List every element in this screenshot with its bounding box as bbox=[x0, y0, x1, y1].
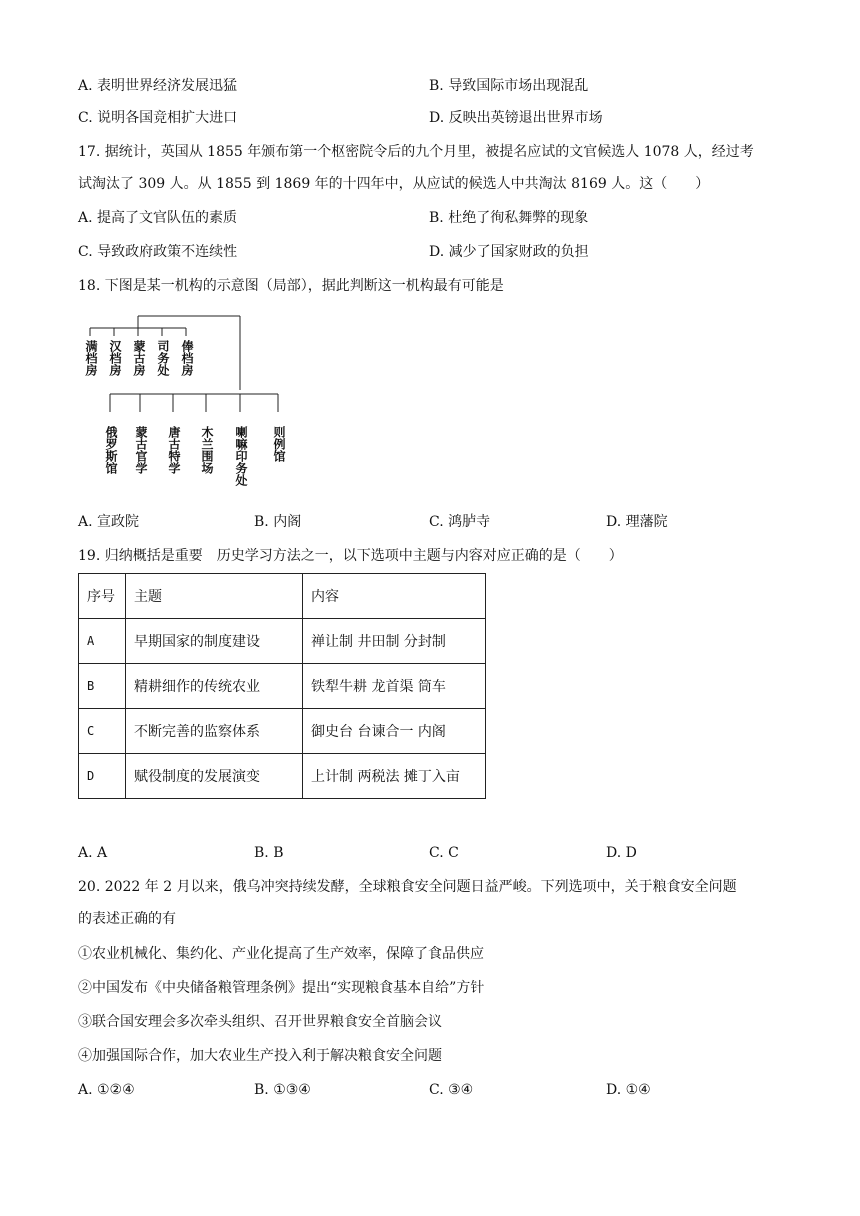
row-label: D bbox=[79, 754, 126, 799]
q20-stem-line2: 的表述正确的有 bbox=[78, 911, 176, 927]
col-header-index: 序号 bbox=[79, 574, 126, 619]
table-row bbox=[79, 619, 486, 664]
q20-option-a[interactable]: A. ①②④ bbox=[78, 1082, 135, 1098]
q17-option-c[interactable]: C. 导致政府政策不连续性 bbox=[78, 244, 238, 260]
table-row bbox=[79, 664, 486, 709]
row-content: 上计制 两税法 摊丁入亩 bbox=[303, 754, 486, 799]
table-header-row bbox=[79, 574, 486, 619]
q20-item-4: ④加强国际合作，加大农业生产投入利于解决粮食安全问题 bbox=[78, 1048, 442, 1064]
q20-option-c[interactable]: C. ③④ bbox=[429, 1082, 474, 1098]
q17-stem-line2: 试淘汰了 309 人。从 1855 到 1869 年的十四年中，从应试的候选人中共淘汰 8169 人。这（ ） bbox=[78, 176, 710, 192]
row-content: 禅让制 井田制 分封制 bbox=[303, 619, 486, 664]
q18-node-bottom-1: 蒙古官学 bbox=[134, 426, 148, 474]
table-row bbox=[79, 709, 486, 754]
q18-option-a[interactable]: A. 宣政院 bbox=[78, 514, 140, 530]
q18-node-bottom-2: 唐古特学 bbox=[167, 426, 181, 474]
q18-node-top-0: 满档房 bbox=[84, 340, 98, 376]
q18-node-bottom-3: 木兰围场 bbox=[200, 426, 214, 474]
q18-option-c[interactable]: C. 鸿胪寺 bbox=[429, 514, 491, 530]
col-header-content: 内容 bbox=[303, 574, 486, 619]
q20-stem-line1: 20. 2022 年 2 月以来，俄乌冲突持续发酵，全球粮食安全问题日益严峻。下列选项中，关于粮食安全问题 bbox=[78, 879, 737, 895]
q20-item-1: ①农业机械化、集约化、产业化提高了生产效率，保障了食品供应 bbox=[78, 946, 484, 962]
q16-option-c[interactable]: C. 说明各国竞相扩大进口 bbox=[78, 110, 238, 126]
q18-node-top-3: 司务处 bbox=[156, 340, 170, 376]
row-label: C bbox=[79, 709, 126, 754]
q18-node-bottom-4: 喇嘛印务处 bbox=[234, 426, 248, 486]
q19-option-d[interactable]: D. D bbox=[606, 845, 637, 861]
q17-stem-line1: 17. 据统计，英国从 1855 年颁布第一个枢密院令后的九个月里，被提名应试的文官候选人 1078 人，经过考 bbox=[78, 144, 754, 160]
table-row bbox=[79, 754, 486, 799]
row-content: 御史台 台谏合一 内阁 bbox=[303, 709, 486, 754]
row-theme: 精耕细作的传统农业 bbox=[126, 664, 303, 709]
q16-option-a[interactable]: A. 表明世界经济发展迅猛 bbox=[78, 78, 238, 94]
q18-stem: 18. 下图是某一机构的示意图（局部），据此判断这一机构最有可能是 bbox=[78, 278, 504, 294]
q18-node-top-4: 俸档房 bbox=[180, 340, 194, 376]
q19-option-b[interactable]: B. B bbox=[254, 845, 284, 861]
q17-option-d[interactable]: D. 减少了国家财政的负担 bbox=[429, 244, 589, 260]
q20-option-b[interactable]: B. ①③④ bbox=[254, 1082, 311, 1098]
row-label: A bbox=[79, 619, 126, 664]
col-header-theme: 主题 bbox=[126, 574, 303, 619]
q18-option-b[interactable]: B. 内阁 bbox=[254, 514, 302, 530]
q18-node-bottom-5: 则例馆 bbox=[272, 426, 286, 462]
q18-org-diagram-lower bbox=[100, 388, 300, 418]
q19-table bbox=[78, 573, 486, 799]
q18-node-bottom-0: 俄罗斯馆 bbox=[104, 426, 118, 474]
q18-node-top-2: 蒙古房 bbox=[132, 340, 146, 376]
q20-item-2: ②中国发布《中央储备粮管理条例》提出“实现粮食基本自给”方针 bbox=[78, 980, 485, 996]
q16-option-d[interactable]: D. 反映出英镑退出世界市场 bbox=[429, 110, 603, 126]
row-theme: 不断完善的监察体系 bbox=[126, 709, 303, 754]
q18-option-d[interactable]: D. 理藩院 bbox=[606, 514, 668, 530]
row-theme: 早期国家的制度建设 bbox=[126, 619, 303, 664]
q17-option-a[interactable]: A. 提高了文官队伍的素质 bbox=[78, 210, 238, 226]
row-theme: 赋役制度的发展演变 bbox=[126, 754, 303, 799]
q20-option-d[interactable]: D. ①④ bbox=[606, 1082, 651, 1098]
q18-node-top-1: 汉档房 bbox=[108, 340, 122, 376]
row-label: B bbox=[79, 664, 126, 709]
q19-option-a[interactable]: A. A bbox=[78, 845, 108, 861]
row-content: 铁犁牛耕 龙首渠 筒车 bbox=[303, 664, 486, 709]
q19-stem: 19. 归纳概括是重要 历史学习方法之一，以下选项中主题与内容对应正确的是（ ） bbox=[78, 548, 623, 564]
q17-option-b[interactable]: B. 杜绝了徇私舞弊的现象 bbox=[429, 210, 589, 226]
q20-item-3: ③联合国安理会多次牵头组织、召开世界粮食安全首脑会议 bbox=[78, 1014, 442, 1030]
q16-option-b[interactable]: B. 导致国际市场出现混乱 bbox=[429, 78, 589, 94]
q19-option-c[interactable]: C. C bbox=[429, 845, 459, 861]
